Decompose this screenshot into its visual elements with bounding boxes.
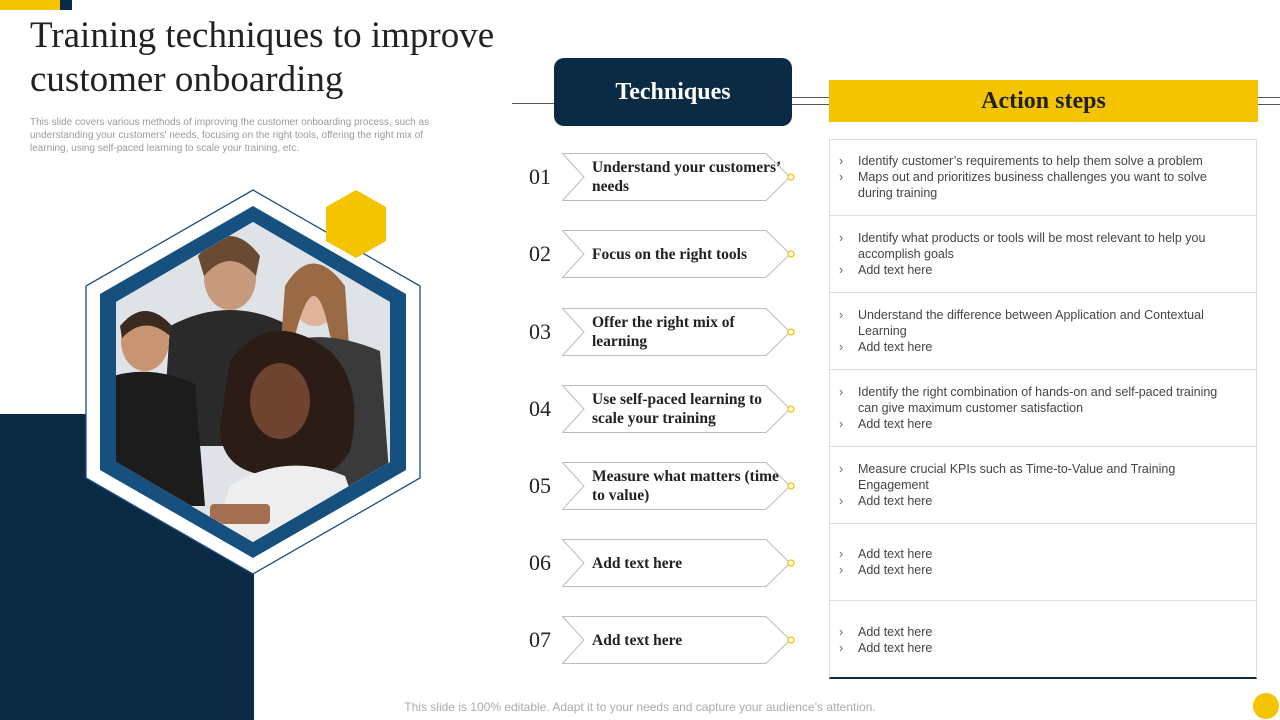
header-connector-top: [792, 97, 829, 98]
technique-number: 02: [529, 241, 551, 266]
slide-title: Training techniques to improve customer onboarding: [30, 15, 495, 100]
action-row: [829, 447, 1257, 524]
accent-bar-yellow: [0, 0, 60, 10]
action-bullet: › Identify the right combination of hands-on and self-paced training can give maximum customer satisfaction: [839, 385, 1218, 415]
technique-number: 07: [529, 627, 551, 652]
action-bullet: › Add text here: [839, 263, 933, 277]
header-connector-left: [512, 103, 556, 104]
technique-number: 03: [529, 319, 551, 344]
action-row: [829, 370, 1257, 447]
action-row: [829, 139, 1257, 216]
action-bullet: › Add text here: [839, 417, 933, 431]
action-row: [829, 524, 1257, 601]
action-steps-header: Action steps: [829, 80, 1258, 122]
header-connector-far-bottom: [1258, 104, 1280, 105]
action-bullet: › Add text here: [839, 494, 933, 508]
technique-number: 06: [529, 550, 551, 575]
technique-label: Understand your customers’ needs: [592, 159, 781, 195]
header-connector-far-top: [1258, 97, 1280, 98]
footer-note: This slide is 100% editable. Adapt it to your needs and capture your audience’s attention.: [404, 700, 876, 714]
technique-label: Focus on the right tools: [592, 245, 747, 263]
team-photo-hexagon: [80, 186, 426, 576]
action-bullet: › Measure crucial KPIs such as Time-to-Value and Training Engagement: [839, 462, 1176, 492]
accent-dot: [1253, 693, 1279, 719]
action-bullet: › Maps out and prioritizes business challenges you want to solve during training: [839, 170, 1207, 200]
technique-number: 05: [529, 473, 551, 498]
action-bullet: › Identify customer’s requirements to help them solve a problem: [839, 154, 1203, 168]
technique-number: 04: [529, 396, 551, 421]
action-row: [829, 293, 1257, 370]
action-bullet: › Understand the difference between Application and Contextual Learning: [839, 308, 1204, 338]
action-bullet: › Add text here: [839, 340, 933, 354]
accent-bar-navy: [60, 0, 72, 10]
slide-description: This slide covers various methods of improving the customer onboarding process, such as understanding your customers' needs, focusing on the right tools, offering the right mix of learning, using self-paced learning to scale your training, etc.: [30, 117, 430, 154]
action-bullet: › Add text here: [839, 624, 933, 639]
technique-label: Use self-paced learning to scale your training: [592, 391, 763, 427]
technique-number: 01: [529, 164, 551, 189]
technique-label: Offer the right mix of learning: [592, 314, 735, 350]
technique-label: Add text here: [592, 631, 683, 649]
action-bullet: › Add text here: [839, 563, 933, 577]
action-bullet: › Add text here: [839, 547, 933, 561]
action-row: [829, 601, 1257, 678]
header-connector-bottom: [792, 104, 829, 105]
action-bullet: › Add text here: [839, 640, 933, 655]
technique-label: Measure what matters (time to value): [592, 468, 779, 504]
technique-label: Add text here: [592, 554, 683, 572]
techniques-header: Techniques: [554, 58, 792, 126]
action-row: [829, 216, 1257, 293]
action-bullet: › Identify what products or tools will be most relevant to help you accomplish goals: [839, 231, 1206, 261]
